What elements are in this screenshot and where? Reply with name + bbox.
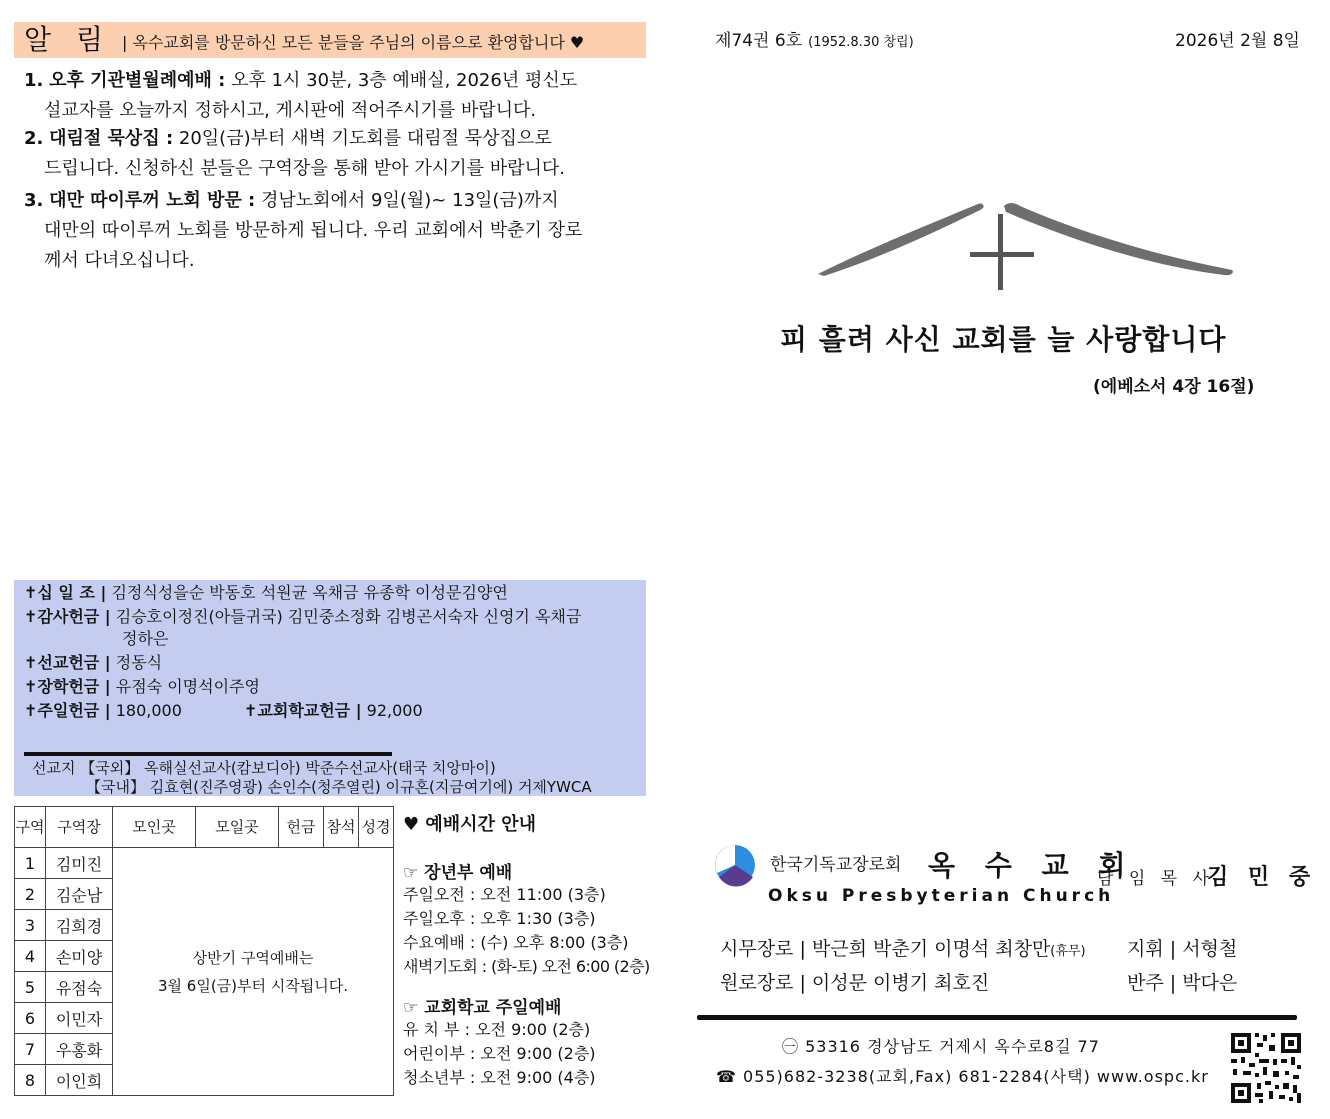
col-header: 모일곳 <box>196 807 279 848</box>
offering-thanks-cont: 정하은 <box>122 629 169 648</box>
notice-number: 1. <box>24 70 44 91</box>
notices-title: 알 림 <box>24 23 111 56</box>
notice-text: 설교자를 오늘까지 정하시고, 게시판에 적어주시기를 바랍니다. <box>44 100 537 121</box>
church-phone: ☎ 055)682-3238(교회,Fax) 681-2284(사택) www.ospc.kr <box>716 1067 1209 1086</box>
notice-text: 경남노회에서 9일(월)~ 13일(금)까지 <box>255 190 559 211</box>
church-address: ㊀ 53316 경상남도 거제시 옥수로8길 77 <box>782 1037 1100 1056</box>
worship-title: ♥ 예배시간 안내 <box>403 814 536 835</box>
offering-school: ✝교회학교헌금 | 92,000 <box>244 701 423 720</box>
col-header: 모인곳 <box>113 807 196 848</box>
group-leader: 유점숙 <box>46 972 113 1003</box>
notice-heading: 오후 기관별월례예배 : <box>49 70 226 91</box>
missionaries-abroad: 선교지 【국외】 옥해실선교사(캄보디아) 박준수선교사(태국 치앙마이) <box>32 759 496 777</box>
church-motto: 피 흘려 사신 교회를 늘 사랑합니다 <box>780 323 1227 356</box>
col-header: 성경 <box>359 807 394 848</box>
group-number: 6 <box>15 1003 46 1034</box>
worship-line: 새벽기도회 : (화-토) 오전 6:00 (2층) <box>403 957 650 976</box>
worship-line: 어린이부 : 오전 9:00 (2층) <box>403 1044 596 1063</box>
worship-line: 청소년부 : 오전 9:00 (4층) <box>403 1068 596 1087</box>
notice-heading: 대림절 묵상집 : <box>49 128 174 149</box>
notice-text: 드립니다. 신청하신 분들은 구역장을 통해 받아 가시기를 바랍니다. <box>44 158 565 179</box>
group-leader: 이인희 <box>46 1065 113 1096</box>
offerings-box <box>14 580 646 796</box>
notice-number: 3. <box>24 190 44 211</box>
notice-text: 께서 다녀오십니다. <box>44 250 195 271</box>
worship-times <box>403 810 673 1090</box>
pastor-label: 담 임 목 사 <box>1097 869 1214 889</box>
group-number: 8 <box>15 1065 46 1096</box>
group-number: 1 <box>15 848 46 879</box>
notices-subtitle: | 옥수교회를 방문하신 모든 분들을 주님의 이름으로 환영합니다 ♥ <box>122 33 585 52</box>
church-logo-icon <box>713 843 757 887</box>
group-number: 2 <box>15 879 46 910</box>
offering-tithe: ✝십 일 조 | 김정식성을순 박동호 석원균 옥채금 유종학 이성문김양연 <box>24 583 508 602</box>
missionaries-domestic: 【국내】 김효현(진주영광) 손인수(청주열린) 이규혼(지금여기에) 거제YWCA <box>86 778 592 796</box>
group-number: 3 <box>15 910 46 941</box>
group-leader: 우홍화 <box>46 1034 113 1065</box>
serving-elders: 시무장로 | 박근희 박춘기 이명석 최창만(휴무) <box>720 938 1086 960</box>
group-table <box>14 806 394 1096</box>
group-number: 5 <box>15 972 46 1003</box>
offering-scholar: ✝장학헌금 | 유점숙 이명석이주영 <box>24 677 260 696</box>
notice-text: 오후 1시 30분, 3층 예배실, 2026년 평신도 <box>225 70 578 91</box>
notice-heading: 대만 따이루꺼 노회 방문 : <box>49 190 256 211</box>
offering-thanks: ✝감사헌금 | 김승호이정진(아들귀국) 김민중소정화 김병곤서숙자 신영기 옥채금 <box>24 607 582 626</box>
founded-date: (1952.8.30 창립) <box>808 35 914 50</box>
qr-code-icon[interactable] <box>1229 1031 1303 1105</box>
col-header: 헌금 <box>279 807 324 848</box>
group-leader: 김순남 <box>46 879 113 910</box>
notice-item <box>24 124 639 184</box>
worship-line: 수요예배 : (수) 오후 8:00 (3층) <box>403 933 629 952</box>
conductor: 지휘 | 서형철 <box>1127 938 1238 960</box>
pastor-name: 김 민 중 <box>1207 865 1317 890</box>
group-leader: 김미진 <box>46 848 113 879</box>
school-worship-title: ☞ 교회학교 주일예배 <box>403 998 562 1018</box>
divider-line <box>697 1015 1297 1020</box>
col-header: 참석 <box>324 807 359 848</box>
bible-verse: (에베소서 4장 16절) <box>1093 377 1255 397</box>
notice-item <box>24 66 639 126</box>
col-header: 구역장 <box>46 807 113 848</box>
church-name-english: Oksu Presbyterian Church <box>768 886 1115 906</box>
notice-item <box>24 186 639 276</box>
col-header: 구역 <box>15 807 46 848</box>
table-header-row <box>15 807 394 848</box>
accompanist: 반주 | 박다은 <box>1127 972 1238 994</box>
worship-line: 주일오후 : 오후 1:30 (3층) <box>403 909 596 928</box>
group-note: 상반기 구역예배는 3월 6일(금)부터 시작됩니다. <box>113 848 394 1096</box>
group-leader: 손미양 <box>46 941 113 972</box>
church-name: 옥 수 교 회 <box>928 849 1136 882</box>
worship-line: 유 치 부 : 오전 9:00 (2층) <box>403 1020 591 1039</box>
group-leader: 이민자 <box>46 1003 113 1034</box>
table-row <box>15 848 394 879</box>
divider-line <box>24 752 392 756</box>
offering-sunday: ✝주일헌금 | 180,000 <box>24 701 182 720</box>
group-number: 4 <box>15 941 46 972</box>
group-number: 7 <box>15 1034 46 1065</box>
group-leader: 김희경 <box>46 910 113 941</box>
notice-number: 2. <box>24 128 44 149</box>
notice-text: 대만의 따이루꺼 노회를 방문하게 됩니다. 우리 교회에서 박춘기 장로 <box>44 220 583 241</box>
offering-mission: ✝선교헌금 | 정동식 <box>24 653 163 672</box>
retired-elders: 원로장로 | 이성문 이병기 최호진 <box>720 972 990 994</box>
notices-header <box>14 22 646 58</box>
issue-number: 제74권 6호 (1952.8.30 창립) <box>715 31 914 51</box>
bulletin-date: 2026년 2월 8일 <box>1175 31 1300 51</box>
denomination: 한국기독교장로회 <box>770 855 902 875</box>
church-roof-cross-icon <box>810 196 1240 296</box>
notice-text: 20일(금)부터 새벽 기도회를 대림절 묵상집으로 <box>173 128 552 149</box>
adult-worship-title: ☞ 장년부 예배 <box>403 863 513 883</box>
worship-line: 주일오전 : 오전 11:00 (3층) <box>403 885 606 904</box>
